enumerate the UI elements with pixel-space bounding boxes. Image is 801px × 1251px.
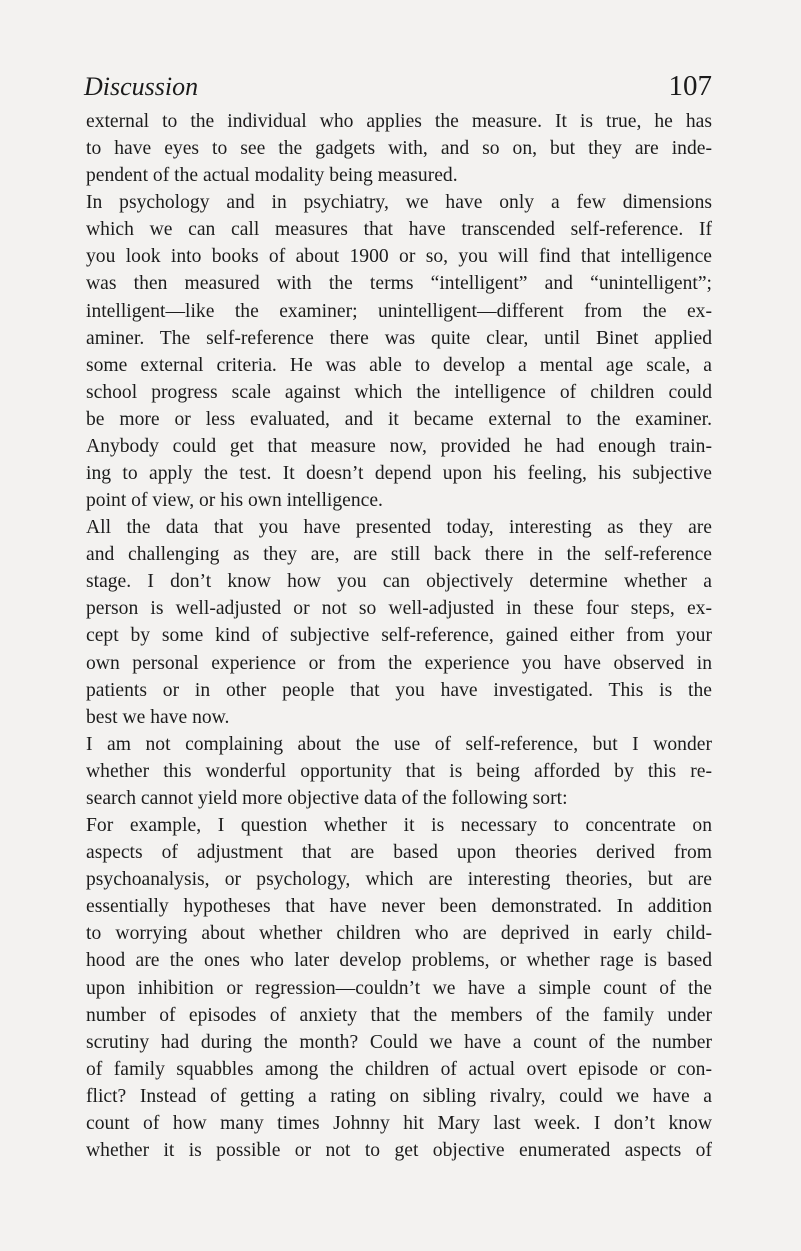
text-line: you look into books of about 1900 or so, you will find that intelligence <box>86 246 712 268</box>
text-line: school progress scale against which the intelligence of children could <box>86 381 712 403</box>
text-line: Anybody could get that measure now, provided he had enough train- <box>86 435 712 457</box>
text-line: patients or in other people that you have investigated. This is the <box>86 679 712 701</box>
body-text <box>86 108 712 1164</box>
text-line: flict? Instead of getting a rating on sibling rivalry, could we have a <box>86 1085 712 1107</box>
running-title: Discussion <box>84 72 199 101</box>
text-line: best we have now. <box>86 706 230 728</box>
text-line: which we can call measures that have transcended self-reference. If <box>86 219 712 241</box>
text-line: In psychology and in psychiatry, we have only a few dimensions <box>86 192 712 214</box>
page-number: 107 <box>668 70 712 102</box>
text-line: of family squabbles among the children of actual overt episode or con- <box>86 1058 712 1080</box>
text-line: be more or less evaluated, and it became external to the examiner. <box>86 408 712 430</box>
text-line: person is well-adjusted or not so well-adjusted in these four steps, ex- <box>86 598 712 620</box>
text-line: to worrying about whether children who are deprived in early child- <box>86 923 712 945</box>
paragraph <box>86 812 712 1164</box>
text-line: aminer. The self-reference there was quite clear, until Binet applied <box>86 327 712 349</box>
text-line: For example, I question whether it is necessary to concentrate on <box>86 815 712 837</box>
text-line: psychoanalysis, or psychology, which are interesting theories, but are <box>86 869 712 891</box>
paragraph <box>86 108 712 189</box>
text-line: count of how many times Johnny hit Mary last week. I don’t know <box>86 1112 712 1134</box>
text-line: stage. I don’t know how you can objectively determine whether a <box>86 571 712 593</box>
text-line: intelligent—like the examiner; unintelligent—different from the ex- <box>86 300 712 322</box>
text-line: I am not complaining about the use of self-reference, but I wonder <box>86 733 712 755</box>
text-line: point of view, or his own intelligence. <box>86 490 383 512</box>
text-line: to have eyes to see the gadgets with, and so on, but they are inde- <box>86 138 712 160</box>
text-line: All the data that you have presented today, interesting as they are <box>86 517 712 539</box>
text-line: search cannot yield more objective data of the following sort: <box>86 787 568 809</box>
text-line: aspects of adjustment that are based upon theories derived from <box>86 842 712 864</box>
text-line: number of episodes of anxiety that the members of the family under <box>86 1004 712 1026</box>
text-line: ing to apply the test. It doesn’t depend upon his feeling, his subjective <box>86 463 712 485</box>
text-line: some external criteria. He was able to develop a mental age scale, a <box>86 354 712 376</box>
text-line: hood are the ones who later develop problems, or whether rage is based <box>86 950 712 972</box>
text-line: whether this wonderful opportunity that is being afforded by this re- <box>86 760 712 782</box>
text-line: pendent of the actual modality being measured. <box>86 165 458 187</box>
text-line: own personal experience or from the experience you have observed in <box>86 652 712 674</box>
text-line: essentially hypotheses that have never been demonstrated. In addition <box>86 896 712 918</box>
page-header <box>84 72 712 112</box>
text-line: external to the individual who applies the measure. It is true, he has <box>86 111 712 132</box>
text-line: upon inhibition or regression—couldn’t we have a simple count of the <box>86 977 712 999</box>
text-line: and challenging as they are, are still back there in the self-reference <box>86 544 712 566</box>
paragraph <box>86 189 712 514</box>
paragraph <box>86 514 712 731</box>
paragraph <box>86 731 712 812</box>
text-line: was then measured with the terms “intelligent” and “unintelligent”; <box>86 273 712 295</box>
text-line: whether it is possible or not to get objective enumerated aspects of <box>86 1139 712 1161</box>
text-line: cept by some kind of subjective self-reference, gained either from your <box>86 625 712 647</box>
text-line: scrutiny had during the month? Could we have a count of the number <box>86 1031 712 1053</box>
